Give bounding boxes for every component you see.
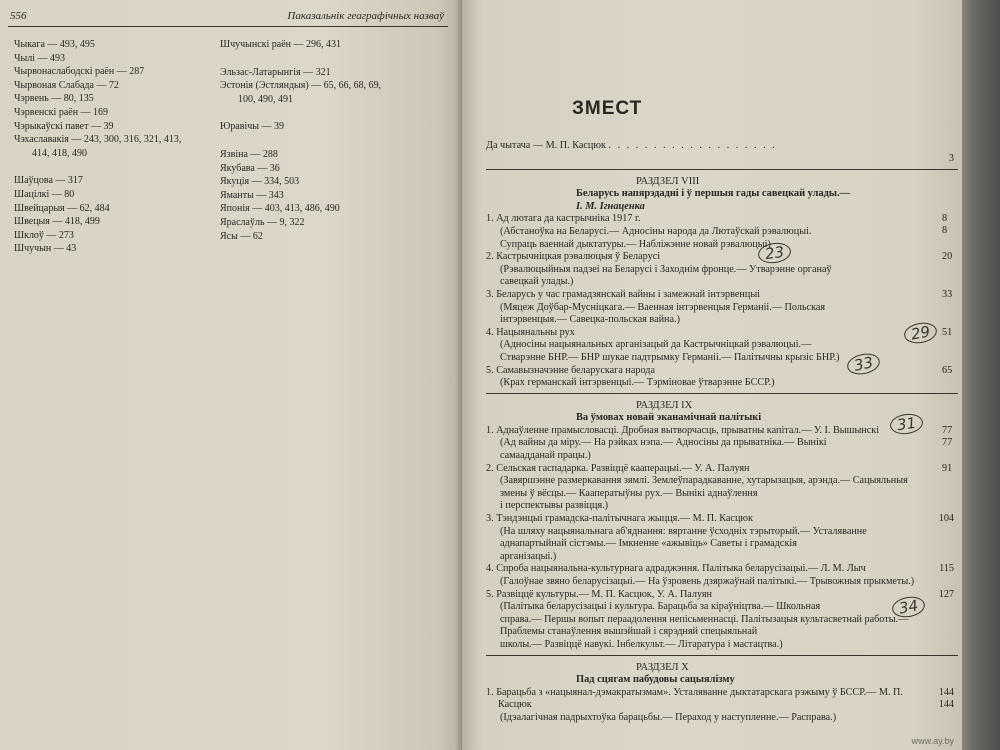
section-title: Беларусь напярэдадні і ў першыя гады савецкай улады.— [576, 188, 851, 200]
entry-number: 3. [486, 513, 494, 525]
section-author: І. М. Ігнаценка [576, 200, 645, 212]
index-entry: Чыкага — 493, 495 [14, 39, 95, 50]
entry-subtopics: (Рэвалюцыйныя падзеі на Беларусі і Заходнім фронце.— Утварэнне органаў [500, 263, 832, 275]
left-page [0, 0, 462, 750]
entry-title: Сельская гаспадарка. Развіццё кааперацыі.— У. А. Палуян [496, 462, 750, 474]
book-edge [962, 0, 1000, 750]
entry-subtopics: школы.— Развіццё навукі. Інбелкульт.— Літаратура і мастацтва.) [500, 638, 783, 650]
index-entry: Чэхаславакія — 243, 300, 316, 321, 413, [14, 134, 182, 146]
entry-title: Кастрычніцкая рэвалюцыя ў Беларусі [496, 251, 661, 263]
toc-intro: Да чытача — М. П. Касцюк . . . . . . . . . . . . . . . . . . . [486, 140, 777, 151]
handwritten-note: 34 [891, 594, 927, 619]
toc-entry [486, 513, 958, 526]
index-entry [220, 52, 450, 66]
right-page [462, 0, 962, 750]
entry-page-repeat: 144 [938, 698, 954, 710]
section-rule [486, 393, 958, 394]
entry-subtopics: арганізацыі.) [500, 550, 557, 562]
index-entry: Шчучынскі раён — 296, 431 [220, 39, 342, 50]
entry-number: 1. [486, 213, 494, 225]
entry-page: 144 [938, 686, 954, 698]
index-entry: Эльзас-Латарынгія — 321 [220, 66, 331, 78]
entry-number: 4. [486, 326, 494, 338]
toc-entry: 2. Сельская гаспадарка. Развіццё кааперацыі.— У. А. Палуян 91 [486, 462, 953, 474]
entry-number: 4. [486, 563, 494, 575]
handwritten-note: 23 [757, 241, 793, 265]
index-entry: Швецыя — 418, 499 [14, 216, 100, 228]
index-entry [220, 134, 450, 148]
index-column-2 [220, 38, 450, 243]
toc-entry: 1. Ад лютага да кастрычніка 1917 г. 8 8 [486, 213, 948, 237]
index-entry: Яраслаўль — 9, 322 [220, 216, 305, 228]
entry-page: 115 [939, 563, 954, 575]
entry-title: Развіццё культуры.— М. П. Касцюк, У. А. Палуян [496, 588, 712, 600]
entry-page: 104 [938, 513, 954, 525]
index-entry: Язвіна — 288 [220, 148, 278, 160]
section-title: Ва ўмовах новай эканамічнай палітыкі [576, 412, 762, 424]
index-entry: Юравічы — 39 [220, 121, 284, 133]
section-title: Пад сцягам пабудовы сацыялізму [576, 674, 735, 686]
index-entry: 414, 418, 490 [32, 147, 87, 159]
toc-entry: 2. Кастрычніцкая рэвалюцыя ў Беларусі 20 [486, 251, 953, 263]
entry-title: Барацьба з «нацыянал-дэмакратызмам». Усталяванне дыктатарскага рэжыму ў БССР.— М. П. Касцюк [496, 686, 903, 711]
index-entry: 100, 490, 491 [238, 93, 293, 105]
index-entry: Чылі — 493 [14, 52, 65, 64]
entry-subtopics: (Абстаноўка на Беларусі.— Адносіны народа да Лютаўскай рэвалюцыі. [500, 225, 812, 237]
index-entry: Чэрвенскі раён — 169 [14, 106, 109, 118]
toc-entry: 1. Аднаўленне прамысловасці. Дробная вытворчасць, прыватны капітал.— У. І. Вышынскі 77 77 [486, 424, 953, 448]
index-entry: Шклоў — 273 [14, 229, 74, 241]
section-heading: РАЗДЗЕЛ VIII [636, 175, 700, 187]
section-heading: РАЗДЗЕЛ IX [636, 399, 693, 411]
table-of-contents [486, 140, 958, 725]
toc-entry: 5. Самавызначэнне беларускага народа 65 [486, 364, 953, 376]
entry-title: Беларусь у час грамадзянскай вайны і замежнай інтэрвенцыі [496, 288, 760, 300]
entry-title: Самавызначэнне беларускага народа [496, 364, 656, 376]
index-entry: Чэрвень — 80, 135 [14, 93, 94, 105]
entry-number: 1. [486, 424, 494, 436]
entry-subtopics: (Крах германскай інтэрвенцыі.— Тэрміновае ўтварэнне БССР.) [500, 377, 775, 389]
index-entry: Шчучын — 43 [14, 243, 77, 255]
toc-entry [486, 687, 958, 712]
entry-number: 5. [486, 364, 494, 376]
index-entry: Японія — 403, 413, 486, 490 [220, 203, 340, 215]
entry-number: 1. [486, 686, 494, 698]
section-rule [486, 655, 958, 656]
index-column-1 [14, 38, 214, 256]
index-entry: Шацілкі — 80 [14, 188, 75, 200]
index-entry: Яманты — 343 [220, 189, 284, 201]
index-entry [220, 106, 450, 120]
index-entry: Швейцарыя — 62, 484 [14, 202, 110, 214]
entry-number: 2. [486, 251, 494, 263]
toc-entry [486, 589, 958, 602]
entry-number: 5. [486, 588, 494, 600]
entry-title: Спроба нацыянальна-культурнага адраджэння. Палітыка беларусізацыі.— Л. М. Лыч [496, 563, 866, 575]
intro-text: Да чытача — М. П. Касцюк [486, 140, 606, 151]
index-entry: Чырвоная Слабада — 72 [14, 79, 119, 91]
section-heading: РАЗДЗЕЛ X [636, 661, 689, 673]
entry-subtopics: (Ад вайны да міру.— На рэйках нэпа.— Адносіны да прыватніка.— Вынікі [500, 437, 827, 449]
entry-subtopics: справа.— Першы вопыт пераадолення непісьменнасці. Палітызацыя культасветнай работы.— Праблемы станаўлення вышэйшай і сярэдняй спецыяльнай [500, 613, 909, 638]
index-entry: Якуція — 334, 503 [220, 176, 300, 188]
toc-entry: 4. Нацыянальны рух 51 [486, 326, 953, 338]
index-entry: Якубава — 36 [220, 162, 280, 174]
entry-number: 3. [486, 288, 494, 300]
toc-entry [486, 563, 958, 576]
running-title: Паказальнік геаграфічных назваў [287, 10, 444, 22]
watermark: www.ay.by [911, 736, 954, 746]
index-entry: Шаўцова — 317 [14, 175, 83, 187]
entry-subtopics: (Мяцеж Доўбар-Мусніцкага.— Ваенная інтэрвенцыя Германіі.— Польская [500, 301, 826, 313]
entry-subtopics: (Палітыка беларусізацыі і культура. Барацьба за кіраўніцтва.— Школьная [500, 601, 821, 613]
toc-entry: 3. Беларусь у час грамадзянскай вайны і замежнай інтэрвенцыі 33 [486, 288, 953, 300]
index-entry: Чырвонаслабодскі раён — 287 [14, 66, 145, 78]
entry-subtopics: Стварэнне БНР.— БНР шукае падтрымку Германіі.— Палітычны крызіс БНР.) [500, 351, 840, 363]
section-rule [486, 169, 958, 170]
index-entry: Ясы — 62 [220, 230, 263, 242]
entry-subtopics: (Адносіны нацыянальных арганізацый да Кастрычніцкай рэвалюцыі.— [500, 339, 812, 351]
entry-subtopics: савецкай улады.) [500, 276, 574, 288]
entry-subtopics: Супраць ваеннай дыктатуры.— Набліжэнне новай рэвалюцыі) [500, 238, 771, 250]
entry-number: 2. [486, 462, 494, 474]
index-entry: Чэрыкаўскі павет — 39 [14, 120, 114, 132]
entry-title: Аднаўленне прамысловасці. Дробная вытворчасць, прыватны капітал.— У. І. Вышынскі [496, 424, 880, 436]
entry-subtopics: і перспектывы развіцця.) [500, 500, 609, 512]
intro-page: 3 [948, 152, 954, 164]
entry-title: Нацыянальны рух [496, 326, 575, 338]
entry-page: 127 [938, 588, 954, 600]
page-number: 556 [10, 10, 27, 22]
entry-subtopics: (Ідэалагічная падрыхтоўка барацьбы.— Пераход у наступленне.— Расправа.) [500, 711, 837, 723]
entry-title: Тэндэнцыі грамадска-палітычнага жыцця.— М. П. Касцюк [496, 513, 753, 525]
handwritten-note: 33 [845, 351, 882, 377]
entry-subtopics: інтэрвенцыя.— Савецка-польская вайна.) [500, 314, 680, 326]
entry-subtopics: (Галоўнае звяно беларусізацыі.— На ўзровень дзяржаўнай палітыкі.— Трывожныя прыкметы.) [500, 576, 915, 587]
running-head [8, 8, 448, 27]
entry-subtopics: самаадданай працы.) [500, 450, 591, 462]
index-entry: Эстонія (Эстляндыя) — 65, 66, 68, 69, [220, 80, 382, 92]
toc-title: ЗМЕСТ [572, 98, 643, 119]
entry-title: Ад лютага да кастрычніка 1917 г. [496, 213, 641, 225]
handwritten-note: 29 [903, 320, 939, 345]
entry-subtopics: (На шляху нацыянальнага аб'яднання: вяртанне ўсходніх тэрыторый.— Усталяванне аднапартыйнай сістэмы.— Імкненне «ажывіць» Саветы і грамадскія [500, 525, 867, 550]
handwritten-note: 31 [889, 412, 925, 436]
index-entry [14, 160, 214, 174]
entry-subtopics: (Завяршэнне размеркавання зямлі. Землеўпарадкаванне, хутарызацыя, арэнда.— Сацыяльныя змены ў вёсцы.— Кааператыўны рух.— Вынікі аднаўлення [500, 475, 908, 499]
